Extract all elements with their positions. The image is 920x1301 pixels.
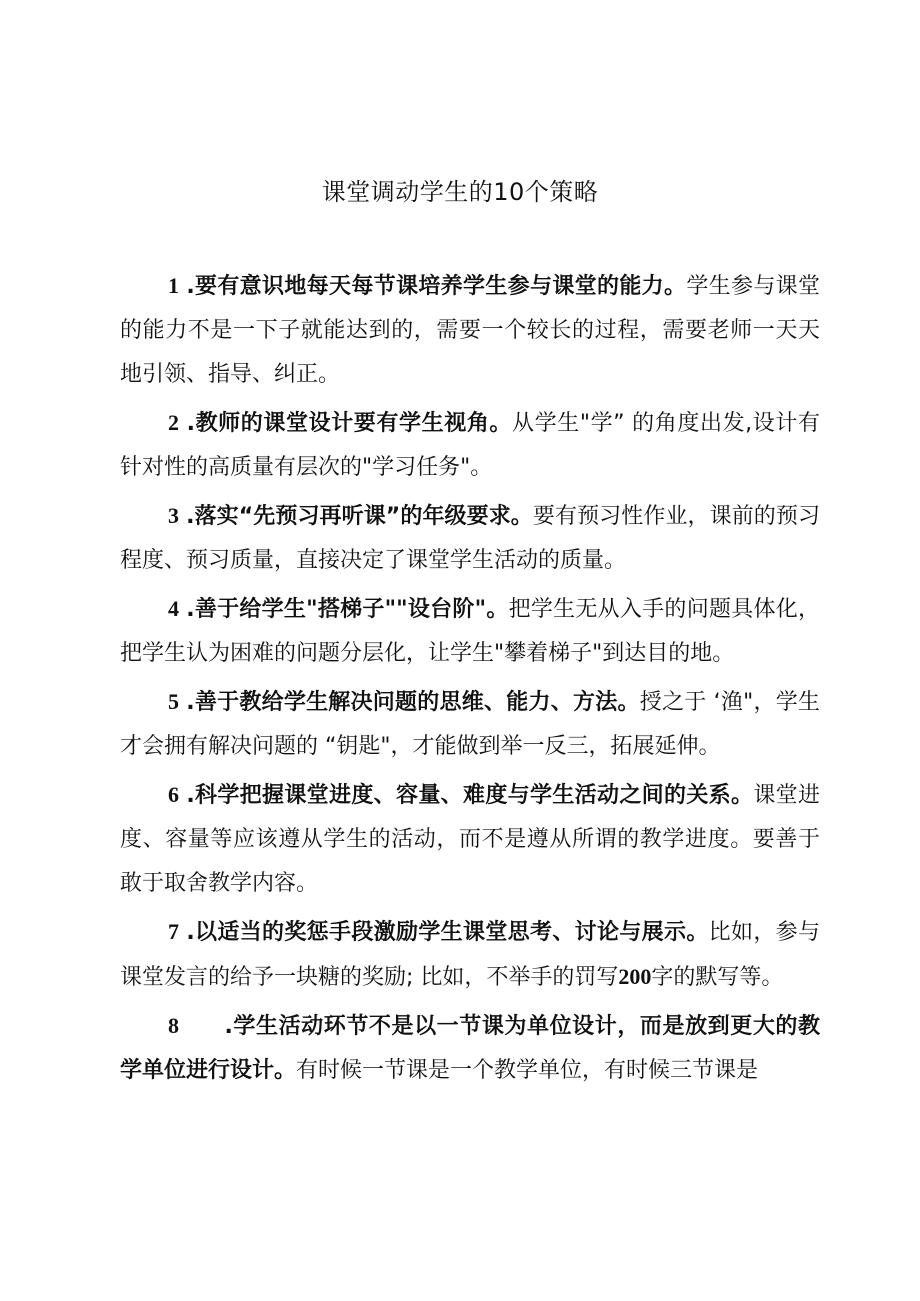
document-body: [120, 264, 820, 1097]
item-number: 1: [168, 273, 179, 298]
item-heading: .以适当的奖惩手段激励学生课堂思考、讨论与展示。: [186, 920, 709, 945]
strategy-item-6: [120, 773, 820, 906]
item-heading: .要有意识地每天每节课培养学生参与课堂的能力。: [186, 274, 687, 299]
item-number: 5: [168, 689, 179, 714]
item-number: 6: [168, 782, 179, 807]
item-heading: .科学把握课堂进度、容量、难度与学生活动之间的关系。: [186, 783, 754, 808]
item-number: 8: [168, 1013, 179, 1038]
item-text: 课堂进度、容量等应该遵从学生的活动，而不是遵从所谓的教学进度。要善于敢于取舍教学内容。: [120, 783, 820, 896]
document-title: 课堂调动学生的10个策略: [321, 178, 599, 206]
item-text: 从学生"学” 的角度出发,设计有针对性的高质量有层次的"学习任务"。: [120, 411, 820, 480]
item-text: 有时候一节课是一个教学单位，有时候三节课是: [296, 1058, 759, 1083]
item-heading: .善于教给学生解决问题的思维、能力、方法。: [186, 690, 640, 715]
strategy-item-2: [120, 401, 820, 490]
item-number: 7: [168, 919, 179, 944]
strategy-item-7: [120, 910, 820, 1000]
item-heading: .落实“先预习再听课”的年级要求。: [186, 504, 533, 529]
item-text-end: 字的默写等。: [651, 965, 784, 990]
strategy-item-4: [120, 587, 820, 676]
item-heading: .善于给学生"搭梯子""设台阶"。: [186, 597, 509, 622]
strategy-item-1: [120, 264, 820, 397]
strategy-item-8: [120, 1004, 820, 1093]
item-heading: .学生活动环节不是以一节课为单位设计，而是放到更大的教学单位进行设计。: [120, 1014, 820, 1083]
strategy-item-3: [120, 494, 820, 583]
strategy-item-5: [120, 680, 820, 769]
item-text: 授之于 ‘渔"，学生才会拥有解决问题的 “钥匙"，才能做到举一反三，拓展延伸。: [120, 690, 821, 759]
item-text: 比如，参与课堂发言的给予一块糖的奖励; 比如，不举手的罚写: [120, 920, 820, 990]
item-text: 把学生无从入手的问题具体化，把学生认为困难的问题分层化，让学生"攀着梯子"到达目的地。: [120, 597, 820, 666]
item-number: 3: [168, 503, 179, 528]
item-number: 4: [168, 596, 179, 621]
item-text: 要有预习性作业，课前的预习程度、预习质量，直接决定了课堂学生活动的质量。: [120, 504, 820, 573]
item-heading: .教师的课堂设计要有学生视角。: [186, 411, 513, 436]
item-inline-number: 200: [618, 964, 652, 989]
item-number: 2: [168, 410, 179, 435]
item-text: 学生参与课堂的能力不是一下子就能达到的，需要一个较长的过程，需要老师一天天地引领、指导、纠正。: [120, 274, 820, 387]
